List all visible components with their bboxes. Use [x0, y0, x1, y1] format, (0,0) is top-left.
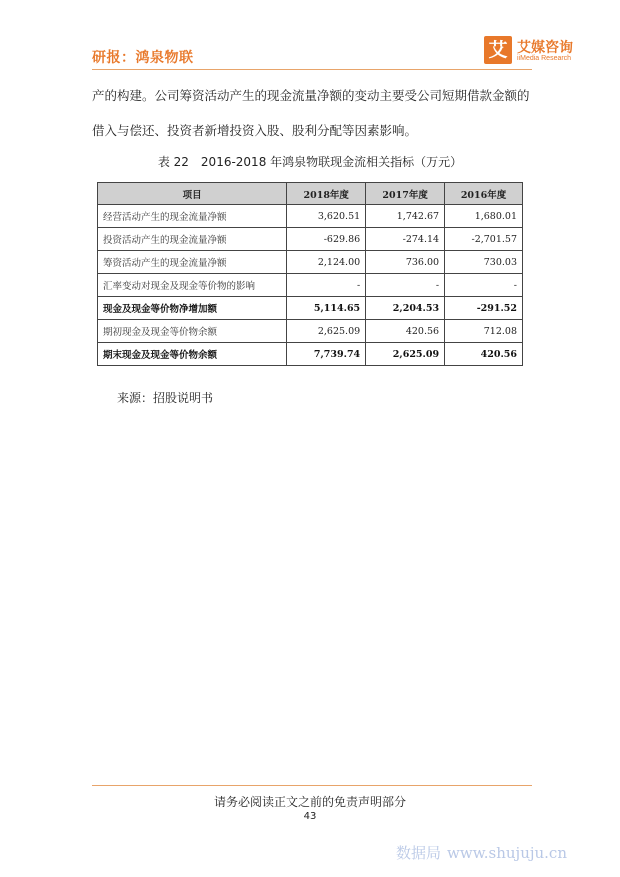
header-2017: 2017年度: [366, 183, 445, 205]
table-row: [98, 274, 523, 297]
table-row: [98, 297, 523, 320]
table-header-row: [98, 183, 523, 205]
row-label: 现金及现金等价物净增加额: [98, 297, 287, 320]
report-header-title: 研报：鸿泉物联: [92, 50, 194, 66]
table-row: [98, 205, 523, 228]
cell-2017: 2,204.53: [366, 297, 445, 320]
header-item: 项目: [98, 183, 287, 205]
cell-2017: 1,742.67: [366, 205, 445, 228]
footer-disclaimer: 请务必阅读正文之前的免责声明部分: [213, 795, 406, 809]
cell-2016: -291.52: [445, 297, 523, 320]
header-2016: 2016年度: [445, 183, 523, 205]
table-row: [98, 343, 523, 366]
cell-2018: 2,124.00: [287, 251, 366, 274]
cell-2016: 730.03: [445, 251, 523, 274]
cell-2018: 5,114.65: [287, 297, 366, 320]
header-divider: [92, 69, 532, 70]
page-number: 43: [303, 811, 317, 822]
cell-2016: 1,680.01: [445, 205, 523, 228]
cell-2018: -: [287, 274, 366, 297]
body-paragraph-line-2: 借入与偿还、投资者新增投资入股、股利分配等因素影响。: [92, 123, 418, 138]
row-label: 筹资活动产生的现金流量净额: [98, 251, 287, 274]
site-watermark: [396, 842, 567, 863]
header-2018: 2018年度: [287, 183, 366, 205]
cell-2017: 2,625.09: [366, 343, 445, 366]
cell-2017: -274.14: [366, 228, 445, 251]
cell-2016: -: [445, 274, 523, 297]
row-label: 经营活动产生的现金流量净额: [98, 205, 287, 228]
table-source-note: 来源：招股说明书: [117, 391, 214, 405]
cell-2018: 3,620.51: [287, 205, 366, 228]
watermark-url: www.shujuju.cn: [447, 844, 567, 862]
table-caption: [0, 153, 620, 170]
watermark-cn: 数据局: [396, 844, 442, 862]
cash-flow-table: [97, 182, 523, 366]
cell-2018: 2,625.09: [287, 320, 366, 343]
cell-2018: 7,739.74: [287, 343, 366, 366]
table-caption-label: 表 22: [157, 155, 189, 169]
cell-2016: 712.08: [445, 320, 523, 343]
cell-2018: -629.86: [287, 228, 366, 251]
table-row: [98, 251, 523, 274]
logo-mark-icon: 艾: [484, 36, 512, 64]
logo-chinese-name: 艾媒咨询: [517, 40, 573, 56]
row-label: 汇率变动对现金及现金等价物的影响: [98, 274, 287, 297]
table-caption-text: 2016-2018 年鸿泉物联现金流相关指标（万元）: [200, 155, 463, 169]
row-label: 期末现金及现金等价物余额: [98, 343, 287, 366]
table-row: [98, 320, 523, 343]
row-label: 期初现金及现金等价物余额: [98, 320, 287, 343]
cell-2017: 420.56: [366, 320, 445, 343]
cell-2016: 420.56: [445, 343, 523, 366]
cell-2017: -: [366, 274, 445, 297]
logo-english-name: iiMedia Research: [517, 55, 572, 62]
body-paragraph-line-1: 产的构建。公司筹资活动产生的现金流量净额的变动主要受公司短期借款金额的: [92, 88, 530, 103]
cell-2017: 736.00: [366, 251, 445, 274]
footer-divider: [92, 785, 532, 786]
row-label: 投资活动产生的现金流量净额: [98, 228, 287, 251]
iimedia-logo: [484, 36, 584, 70]
table-row: [98, 228, 523, 251]
cell-2016: -2,701.57: [445, 228, 523, 251]
